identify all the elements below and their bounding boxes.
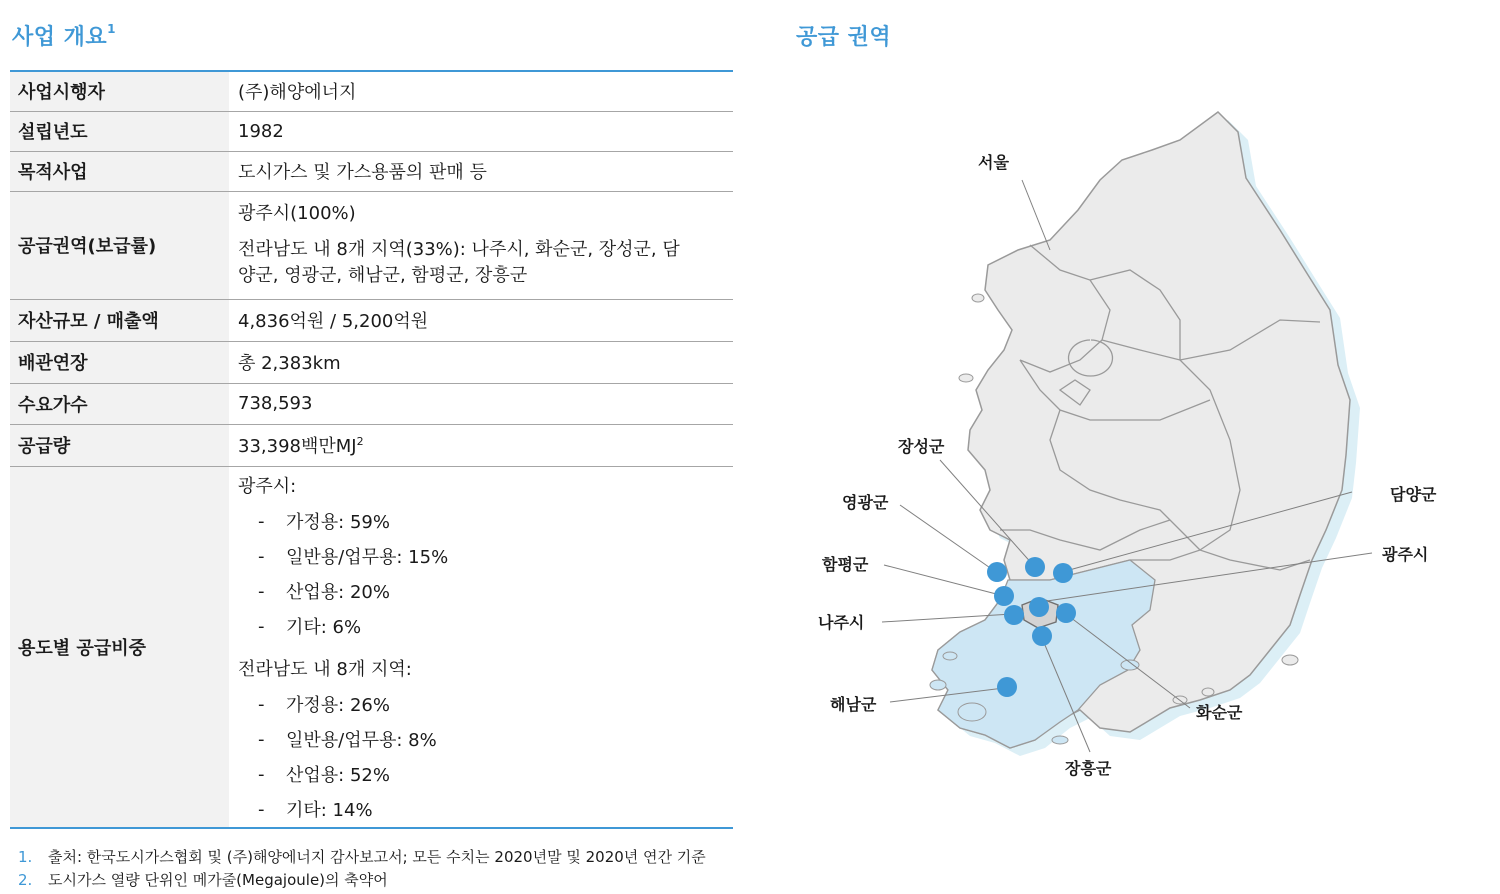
row-label: 배관연장 <box>10 341 229 383</box>
footnote: 1. 출처: 한국도시가스협회 및 (주)해양에너지 감사보고서; 모든 수치는 2020년말 및 2020년 연간 기준 <box>18 848 706 866</box>
row-value: 총 2,383km <box>229 341 733 383</box>
label-seoul: 서울 <box>978 153 1009 172</box>
row-label: 용도별 공급비중 <box>10 466 229 828</box>
dot-gwangju <box>1029 597 1049 617</box>
list-item: - 일반용/업무용: 15% <box>258 545 449 569</box>
supply-line-jeonnam-1: 전라남도 내 8개 지역(33%): 나주시, 화순군, 장성군, 담 <box>238 239 680 260</box>
dot-yeonggwang <box>987 562 1007 582</box>
list-item: - 산업용: 20% <box>258 580 390 604</box>
usage-group-title: 전라남도 내 8개 지역: <box>238 659 412 681</box>
supply-line-gwangju: 광주시(100%) <box>238 203 356 224</box>
supply-line-jeonnam-2: 양군, 영광군, 해남군, 함평군, 장흥군 <box>238 265 528 286</box>
table-row <box>10 383 733 424</box>
footnote: 2. 도시가스 열량 단위인 메가줄(Megajoule)의 축약어 <box>18 871 388 889</box>
list-item: - 가정용: 59% <box>258 510 390 534</box>
table-row <box>10 299 733 341</box>
row-label: 공급량 <box>10 424 229 466</box>
table-row <box>10 191 733 299</box>
supply-area-title: 공급 권역 <box>796 25 892 50</box>
row-label: 목적사업 <box>10 151 229 191</box>
dot-hwasun <box>1056 603 1076 623</box>
table-row <box>10 151 733 191</box>
label-hampyeong: 함평군 <box>822 555 869 574</box>
label-hwasun: 화순군 <box>1196 703 1243 722</box>
row-label: 공급권역(보급률) <box>10 191 229 299</box>
dot-naju <box>1004 605 1024 625</box>
label-yeonggwang: 영광군 <box>842 493 889 512</box>
label-jangseong: 장성군 <box>898 437 945 456</box>
table-row <box>10 424 733 466</box>
row-value: 도시가스 및 가스용품의 판매 등 <box>229 151 733 191</box>
row-label: 설립년도 <box>10 111 229 151</box>
list-item: - 가정용: 26% <box>258 693 390 717</box>
label-gwangju: 광주시 <box>1382 545 1429 564</box>
dot-damyang <box>1053 563 1073 583</box>
table-row <box>10 111 733 151</box>
overview-title: 사업 개요$^1$ <box>12 22 117 50</box>
label-jangheung: 장흥군 <box>1065 759 1112 778</box>
row-value <box>229 466 733 828</box>
row-value <box>229 191 733 299</box>
label-damyang: 담양군 <box>1390 485 1437 504</box>
row-value: 4,836억원 / 5,200억원 <box>229 299 733 341</box>
row-label: 자산규모 / 매출액 <box>10 299 229 341</box>
usage-group-title: 광주시: <box>238 476 297 498</box>
row-value: 738,593 <box>229 383 733 424</box>
row-value: 33,398백만$MJ^2$ <box>229 424 733 466</box>
row-label: 수요가수 <box>10 383 229 424</box>
row-value: (주)해양에너지 <box>238 82 357 104</box>
row-label: 사업시행자 <box>10 71 229 111</box>
footnotes <box>18 846 706 892</box>
list-item: - 기타: 14% <box>258 798 373 822</box>
list-item: - 일반용/업무용: 8% <box>258 728 437 752</box>
overview-table <box>10 70 733 829</box>
list-item: - 산업용: 52% <box>258 763 390 787</box>
dot-jangseong <box>1025 557 1045 577</box>
supply-area-map <box>760 60 1500 794</box>
table-row <box>10 71 733 111</box>
label-naju: 나주시 <box>818 613 865 632</box>
table-row <box>10 466 733 828</box>
label-haenam: 해남군 <box>830 695 877 714</box>
list-item: - 기타: 6% <box>258 615 362 639</box>
row-value: 1982 <box>229 111 733 151</box>
dot-haenam <box>997 677 1017 697</box>
dot-jangheung <box>1032 626 1052 646</box>
table-row <box>10 341 733 383</box>
dot-hampyeong <box>994 586 1014 606</box>
